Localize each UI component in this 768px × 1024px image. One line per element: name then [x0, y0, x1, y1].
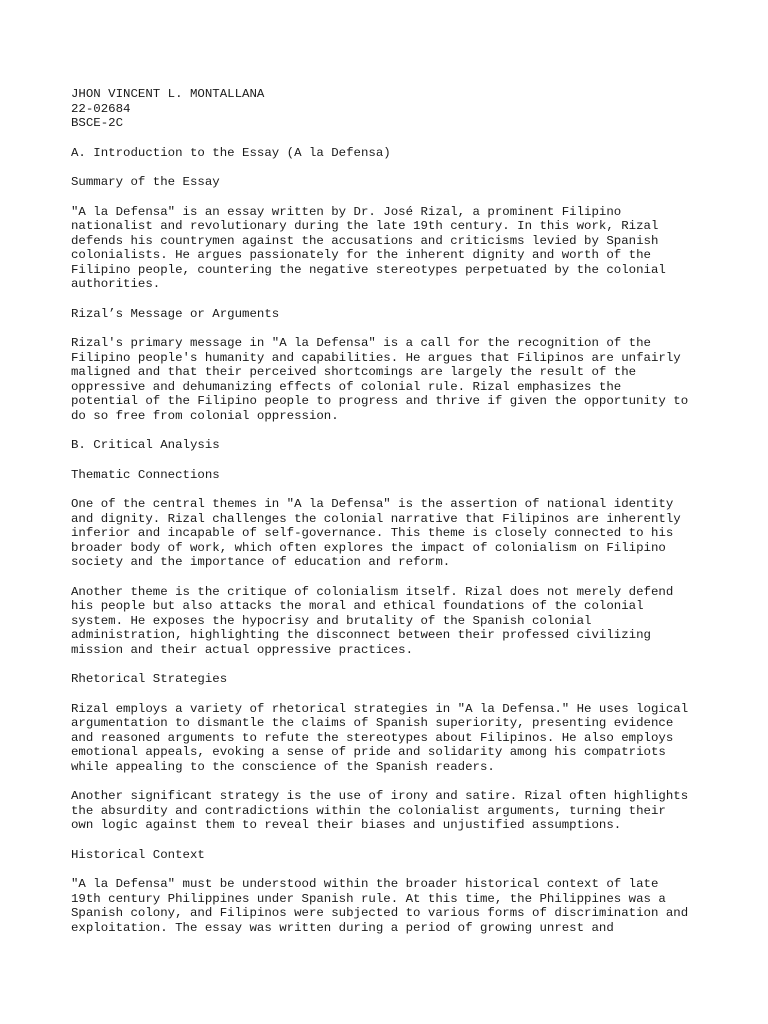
paragraph-historical: "A la Defensa" must be understood within the broader historical context of late 19th century Philippines under Spanish rule. At this time, the Philippines was a Spanish colony, and Filipinos were subjected to various forms of discrimination and exploitation. The essay was written during a period of growing unrest and [71, 877, 689, 935]
subheading-summary: Summary of the Essay [71, 175, 220, 189]
paragraph-rhetorical-1: Rizal employs a variety of rhetorical strategies in "A la Defensa." He uses logical argumentation to dismantle the claims of Spanish superiority, presenting evidence and reasoned arguments to refute the stereotypes about Filipinos. He also employs emotional appeals, evoking a sense of pride and solidarity among his compatriots while appealing to the conscience of the Spanish readers. [71, 701, 689, 774]
paragraph-message: Rizal's primary message in "A la Defensa" is a call for the recognition of the Filipino people's humanity and capabilities. He argues that Filipinos are unfairly maligned and that their perceived shortcomings are largely the result of the oppressive and dehumanizing effects of colonial rule. Rizal emphasizes the potential of the Filipino people to progress and thrive if given the opportunity to do so free from colonial oppression. [71, 336, 689, 423]
course-section: BSCE-2C [71, 116, 124, 130]
subheading-historical-context: Historical Context [71, 847, 205, 862]
paragraph-summary: "A la Defensa" is an essay written by Dr. José Rizal, a prominent Filipino nationalist and revolutionary during the late 19th century. In this work, Rizal defends his countrymen against the accusations and criticisms levied by Spanish colonialists. He argues passionately for the inherent dignity and worth of the Filipino people, countering the negative stereotypes perpetuated by the colonial authorities. [71, 204, 666, 291]
author-header [71, 87, 711, 131]
paragraph-thematic-2: Another theme is the critique of colonialism itself. Rizal does not merely defend his people but also attacks the moral and ethical foundations of the colonial system. He exposes the hypocrisy and brutality of the Spanish colonial administration, highlighting the disconnect between their professed civilizing mission and their actual oppressive practices. [71, 584, 674, 657]
paragraph-rhetorical-2: Another significant strategy is the use of irony and satire. Rizal often highlights the absurdity and contradictions within the colonialist arguments, turning their own logic against them to reveal their biases and unjustified assumptions. [71, 789, 689, 832]
section-heading-critical-analysis: B. Critical Analysis [71, 438, 220, 452]
paragraph-thematic-1: One of the central themes in "A la Defensa" is the assertion of national identity and dignity. Rizal challenges the colonial narrative that Filipinos are inherently inferior and incapable of self-governance. This theme is closely connected to his broader body of work, which often explores the impact of colonialism on Filipino society and the importance of education and reform. [71, 497, 681, 569]
author-name: JHON VINCENT L. MONTALLANA [71, 87, 265, 101]
subheading-message: Rizal’s Message or Arguments [71, 306, 280, 321]
subheading-thematic-connections: Thematic Connections [71, 467, 220, 482]
student-id: 22-02684 [71, 101, 131, 116]
section-heading-introduction: A. Introduction to the Essay (A la Defensa) [71, 145, 391, 160]
subheading-rhetorical-strategies: Rhetorical Strategies [71, 672, 228, 686]
document-body [71, 87, 711, 950]
